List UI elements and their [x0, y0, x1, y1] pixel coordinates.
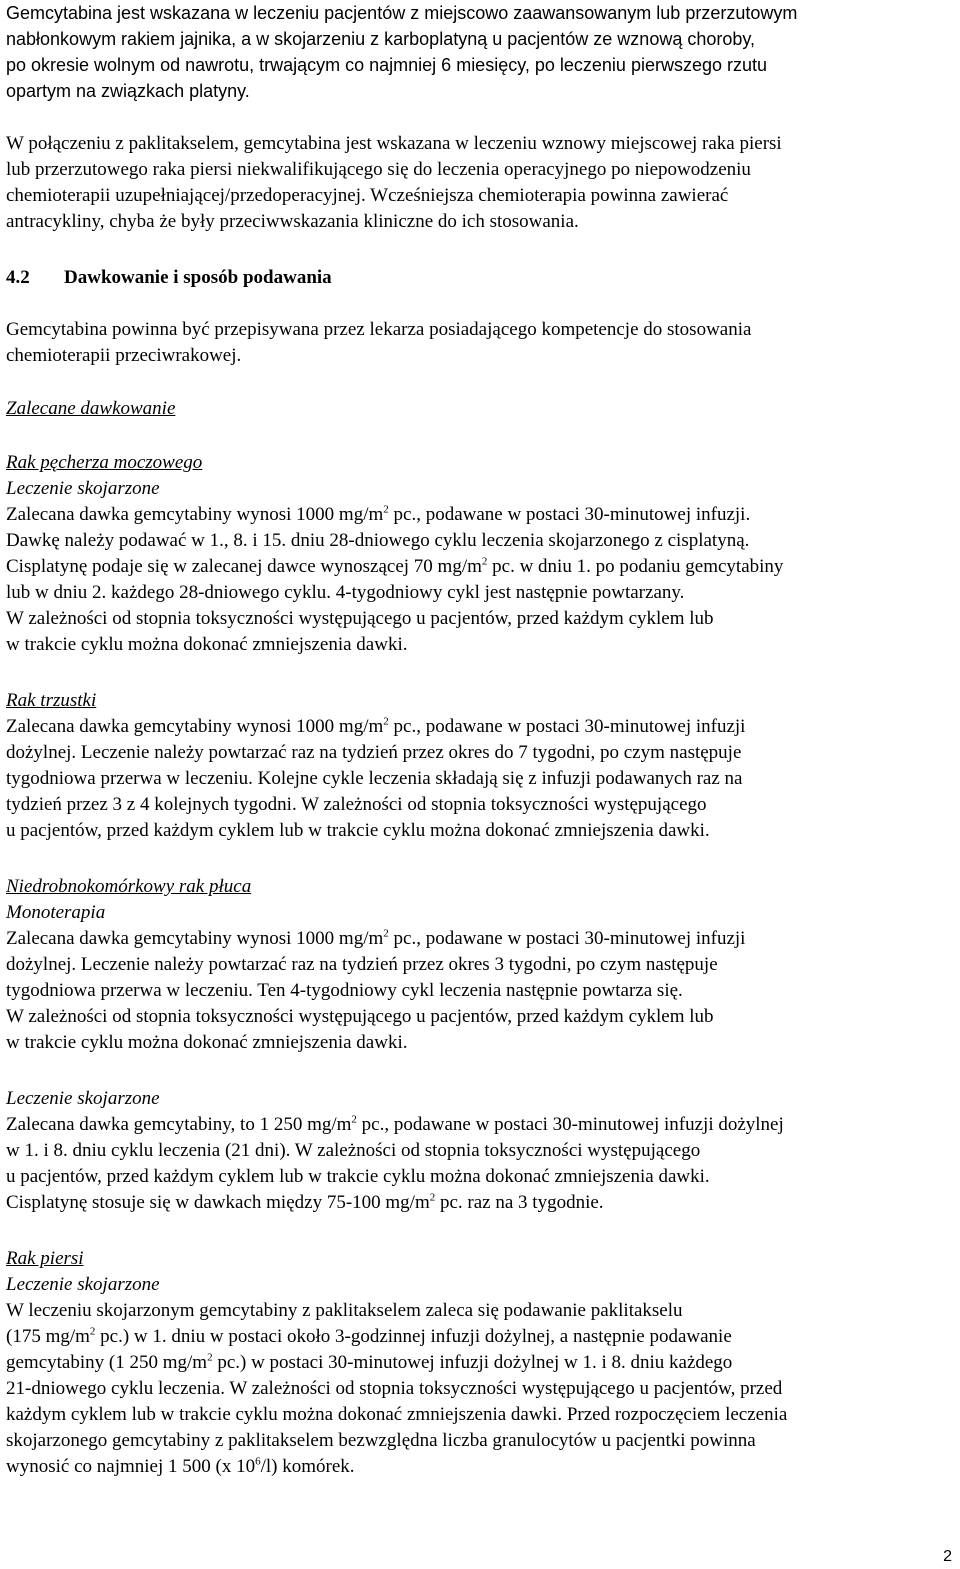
bladder-cancer-block — [6, 450, 956, 658]
breast-cancer-block — [6, 1246, 956, 1480]
nsclc-heading: Niedrobnokomórkowy rak płuca — [6, 876, 252, 897]
text-line: każdym cyklem lub w trakcie cyklu można dokonać zmniejszenia dawki. Przed rozpoczęciem leczenia — [6, 1404, 788, 1425]
bladder-cancer-heading: Rak pęcherza moczowego — [6, 452, 203, 473]
recommended-dosage-heading: Zalecane dawkowanie — [6, 398, 176, 419]
text-line: w trakcie cyklu można dokonać zmniejszenia dawki. — [6, 634, 408, 655]
text-line: Zalecana dawka gemcytabiny wynosi 1000 $mg/m^2$ pc., podawane w postaci 30-minutowej infuzji — [6, 927, 746, 949]
text-line: W leczeniu skojarzonym gemcytabiny z paklitakselem zaleca się podawanie paklitakselu — [6, 1300, 683, 1321]
nsclc-combination-block — [6, 1086, 956, 1216]
text-line: lub w dniu 2. każdego 28-dniowego cyklu. 4-tygodniowy cykl jest następnie powtarzany. — [6, 582, 685, 603]
text-line: (175 $mg/m^2$ pc.) w 1. dniu w postaci około 3-godzinnej infuzji dożylnej, a następnie podawanie — [6, 1325, 732, 1347]
text-line: Gemcytabina powinna być przepisywana przez lekarza posiadającego kompetencje do stosowania — [6, 319, 752, 340]
text-line: gemcytabiny (1 250 $mg/m^2$ pc.) w postaci 30-minutowej infuzji dożylnej w 1. i 8. dniu każdego — [6, 1351, 733, 1373]
text-line: u pacjentów, przed każdym cyklem lub w trakcie cyklu można dokonać zmniejszenia dawki. — [6, 820, 710, 841]
text-line: skojarzonego gemcytabiny z paklitakselem bezwzględna liczba granulocytów u pacjentki powinna — [6, 1430, 756, 1451]
text-line: Cisplatynę podaje się w zalecanej dawce wynoszącej 70 $mg/m^2$ pc. w dniu 1. po podaniu gemcytabiny — [6, 555, 784, 577]
section-intro-paragraph — [6, 317, 956, 369]
nsclc-monotherapy-subheading: Monoterapia — [6, 902, 106, 923]
page-number: 2 — [943, 1548, 952, 1565]
text-line: tygodniowa przerwa w leczeniu. Kolejne cykle leczenia składają się z infuzji podawanych raz na — [6, 768, 743, 789]
indication-ovarian-paragraph — [6, 0, 956, 104]
text-line: chemioterapii uzupełniającej/przedoperacyjnej. Wcześniejsza chemioterapia powinna zawierać — [6, 185, 729, 206]
text-line: tygodniowa przerwa w leczeniu. Ten 4-tygodniowy cykl leczenia następnie powtarza się. — [6, 980, 683, 1001]
text-line: chemioterapii przeciwrakowej. — [6, 345, 242, 366]
section-title: Dawkowanie i sposób podawania — [64, 267, 332, 288]
section-number: 4.2 — [6, 267, 30, 288]
text-line: W zależności od stopnia toksyczności występującego u pacjentów, przed każdym cyklem lub — [6, 608, 714, 629]
pancreatic-cancer-heading: Rak trzustki — [6, 690, 97, 711]
text-line: Dawkę należy podawać w 1., 8. i 15. dniu 28-dniowego cyklu leczenia skojarzonego z cisplatyną. — [6, 530, 750, 551]
section-heading — [6, 265, 956, 291]
nsclc-block — [6, 874, 956, 1056]
text-line: nabłonkowym rakiem jajnika, a w skojarzeniu z karboplatyną u pacjentów ze wznową choroby, — [6, 29, 756, 49]
text-line: wynosić co najmniej 1 500 (x $10^6/l$) komórek. — [6, 1455, 355, 1477]
indication-breast-paragraph — [6, 131, 956, 235]
text-line: 21-dniowego cyklu leczenia. W zależności od stopnia toksyczności występującego u pacjentów, przed — [6, 1378, 783, 1399]
text-line: W połączeniu z paklitakselem, gemcytabina jest wskazana w leczeniu wznowy miejscowej raka piersi — [6, 133, 782, 154]
text-line: W zależności od stopnia toksyczności występującego u pacjentów, przed każdym cyklem lub — [6, 1006, 714, 1027]
text-line: dożylnej. Leczenie należy powtarzać raz na tydzień przez okres 3 tygodni, po czym następuje — [6, 954, 718, 975]
text-line: Zalecana dawka gemcytabiny, to 1 250 $mg/m^2$ pc., podawane w postaci 30-minutowej infuzji dożylnej — [6, 1113, 784, 1135]
breast-combination-subheading: Leczenie skojarzone — [6, 1274, 160, 1295]
text-line: Gemcytabina jest wskazana w leczeniu pacjentów z miejscowo zaawansowanym lub przerzutowym — [6, 3, 798, 23]
text-line: dożylnej. Leczenie należy powtarzać raz na tydzień przez okres do 7 tygodni, po czym następuje — [6, 742, 742, 763]
text-line: u pacjentów, przed każdym cyklem lub w trakcie cyklu można dokonać zmniejszenia dawki. — [6, 1166, 710, 1187]
text-line: Zalecana dawka gemcytabiny wynosi 1000 $mg/m^2$ pc., podawane w postaci 30-minutowej infuzji — [6, 715, 746, 737]
text-line: opartym na związkach platyny. — [6, 81, 250, 101]
text-line: antracykliny, chyba że były przeciwwskazania kliniczne do ich stosowania. — [6, 211, 579, 232]
breast-cancer-heading: Rak piersi — [6, 1248, 84, 1269]
text-line: Cisplatynę stosuje się w dawkach między 75-100 $mg/m^2$ pc. raz na 3 tygodnie. — [6, 1191, 604, 1213]
bladder-combination-subheading: Leczenie skojarzone — [6, 478, 160, 499]
text-line: w trakcie cyklu można dokonać zmniejszenia dawki. — [6, 1032, 408, 1053]
text-line: lub przerzutowego raka piersi niekwalifikującego się do leczenia operacyjnego po niepowodzeniu — [6, 159, 751, 180]
text-line: po okresie wolnym od nawrotu, trwającym co najmniej 6 miesięcy, po leczeniu pierwszego rzutu — [6, 55, 768, 75]
nsclc-combination-subheading: Leczenie skojarzone — [6, 1088, 160, 1109]
text-line: tydzień przez 3 z 4 kolejnych tygodni. W zależności od stopnia toksyczności występującego — [6, 794, 707, 815]
pancreatic-cancer-block — [6, 688, 956, 844]
text-line: w 1. i 8. dniu cyklu leczenia (21 dni). W zależności od stopnia toksyczności występującego — [6, 1140, 701, 1161]
text-line: Zalecana dawka gemcytabiny wynosi 1000 $mg/m^2$ pc., podawane w postaci 30-minutowej infuzji. — [6, 503, 751, 525]
